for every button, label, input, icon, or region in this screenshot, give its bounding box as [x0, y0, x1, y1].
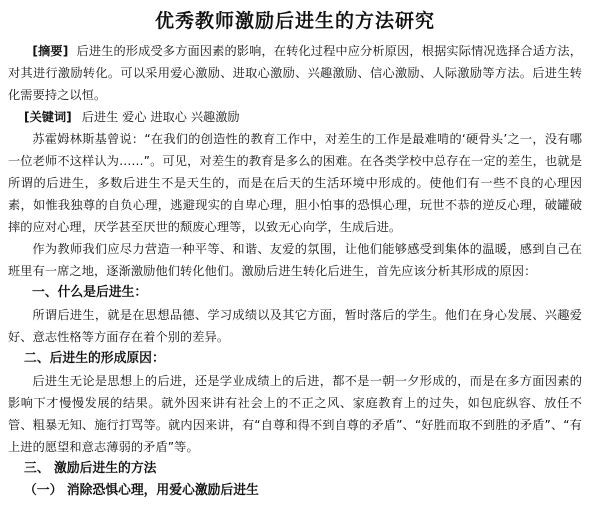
section-heading-2: 二、后进生的形成原因： [24, 351, 165, 366]
abstract-text: 后进生的形成受多方面因素的影响，在转化过程中应分析原因，根据实际情况选择合适方法，对其进行激励转化。可以采用爱心激励、进取心激励、兴趣激励、信心激励、人际激励等方法。后进生转化需要持之以恒。 [8, 44, 582, 102]
abstract-label: [摘要] [32, 44, 69, 58]
section-heading-1: 一、什么是后进生： [32, 285, 148, 300]
body-paragraph-3: 所谓后进生，就是在思想品德、学习成绩以及其它方面，暂时落后的学生。他们在身心发展、兴趣爱好、意志性格等方面存在着个别的差异。 [8, 308, 582, 344]
subsection-heading-3-1: （一） 消除恐惧心理，用爱心激励后进生 [24, 483, 259, 498]
body-paragraph-2: 作为教师我们应尽力营造一种平等、和谐、友爱的氛围，让他们能够感受到集体的温暖，感到自己在班里有一席之地，逐渐激励他们转化他们。激励后进生转化后进生，首先应该分析其形成的原因： [8, 242, 582, 278]
keywords-text: 后进生 爱心 进取心 兴趣激励 [81, 110, 240, 124]
body-paragraph-1: 苏霍姆林斯基曾说：“在我们的创造性的教育工作中，对差生的工作是最难啃的‘硬骨头’之一，没有哪一位老师不这样认为……”。可见，对差生的教育是多么的困难。在各类学校中总存在一定的差生，也就是所谓的后进生，多数后进生不是天生的，而是在后天的生活环境中形成的。使他们有一些不良的心理因素，如惟我独尊的自负心理，逃避现实的自卑心理，胆小怕事的恐惧心理，玩世不恭的逆反心理，破罐破摔的应对心理，厌学甚至厌世的颓废心理等，以致无心向学，生成后进。 [8, 132, 582, 234]
document-title: 优秀教师激励后进生的方法研究 [154, 10, 435, 32]
keywords-line [8, 106, 582, 128]
body-paragraph-4: 后进生无论是思想上的后进，还是学业成绩上的后进，都不是一朝一夕形成的，而是在多方面因素的影响下才慢慢发展的结果。就外因来讲有社会上的不正之风、家庭教育上的过失，如包庇纵容、放任不管、粗暴无知、施行打骂等。就内因来讲，有“自尊和得不到自尊的矛盾”、“好胜而取不到胜的矛盾”、“有上进的愿望和意志薄弱的矛盾”等。 [8, 374, 582, 454]
keywords-label: [关键词] [24, 110, 72, 124]
abstract-paragraph [8, 40, 582, 106]
section-heading-3: 三、 激励后进生的方法 [24, 461, 157, 476]
